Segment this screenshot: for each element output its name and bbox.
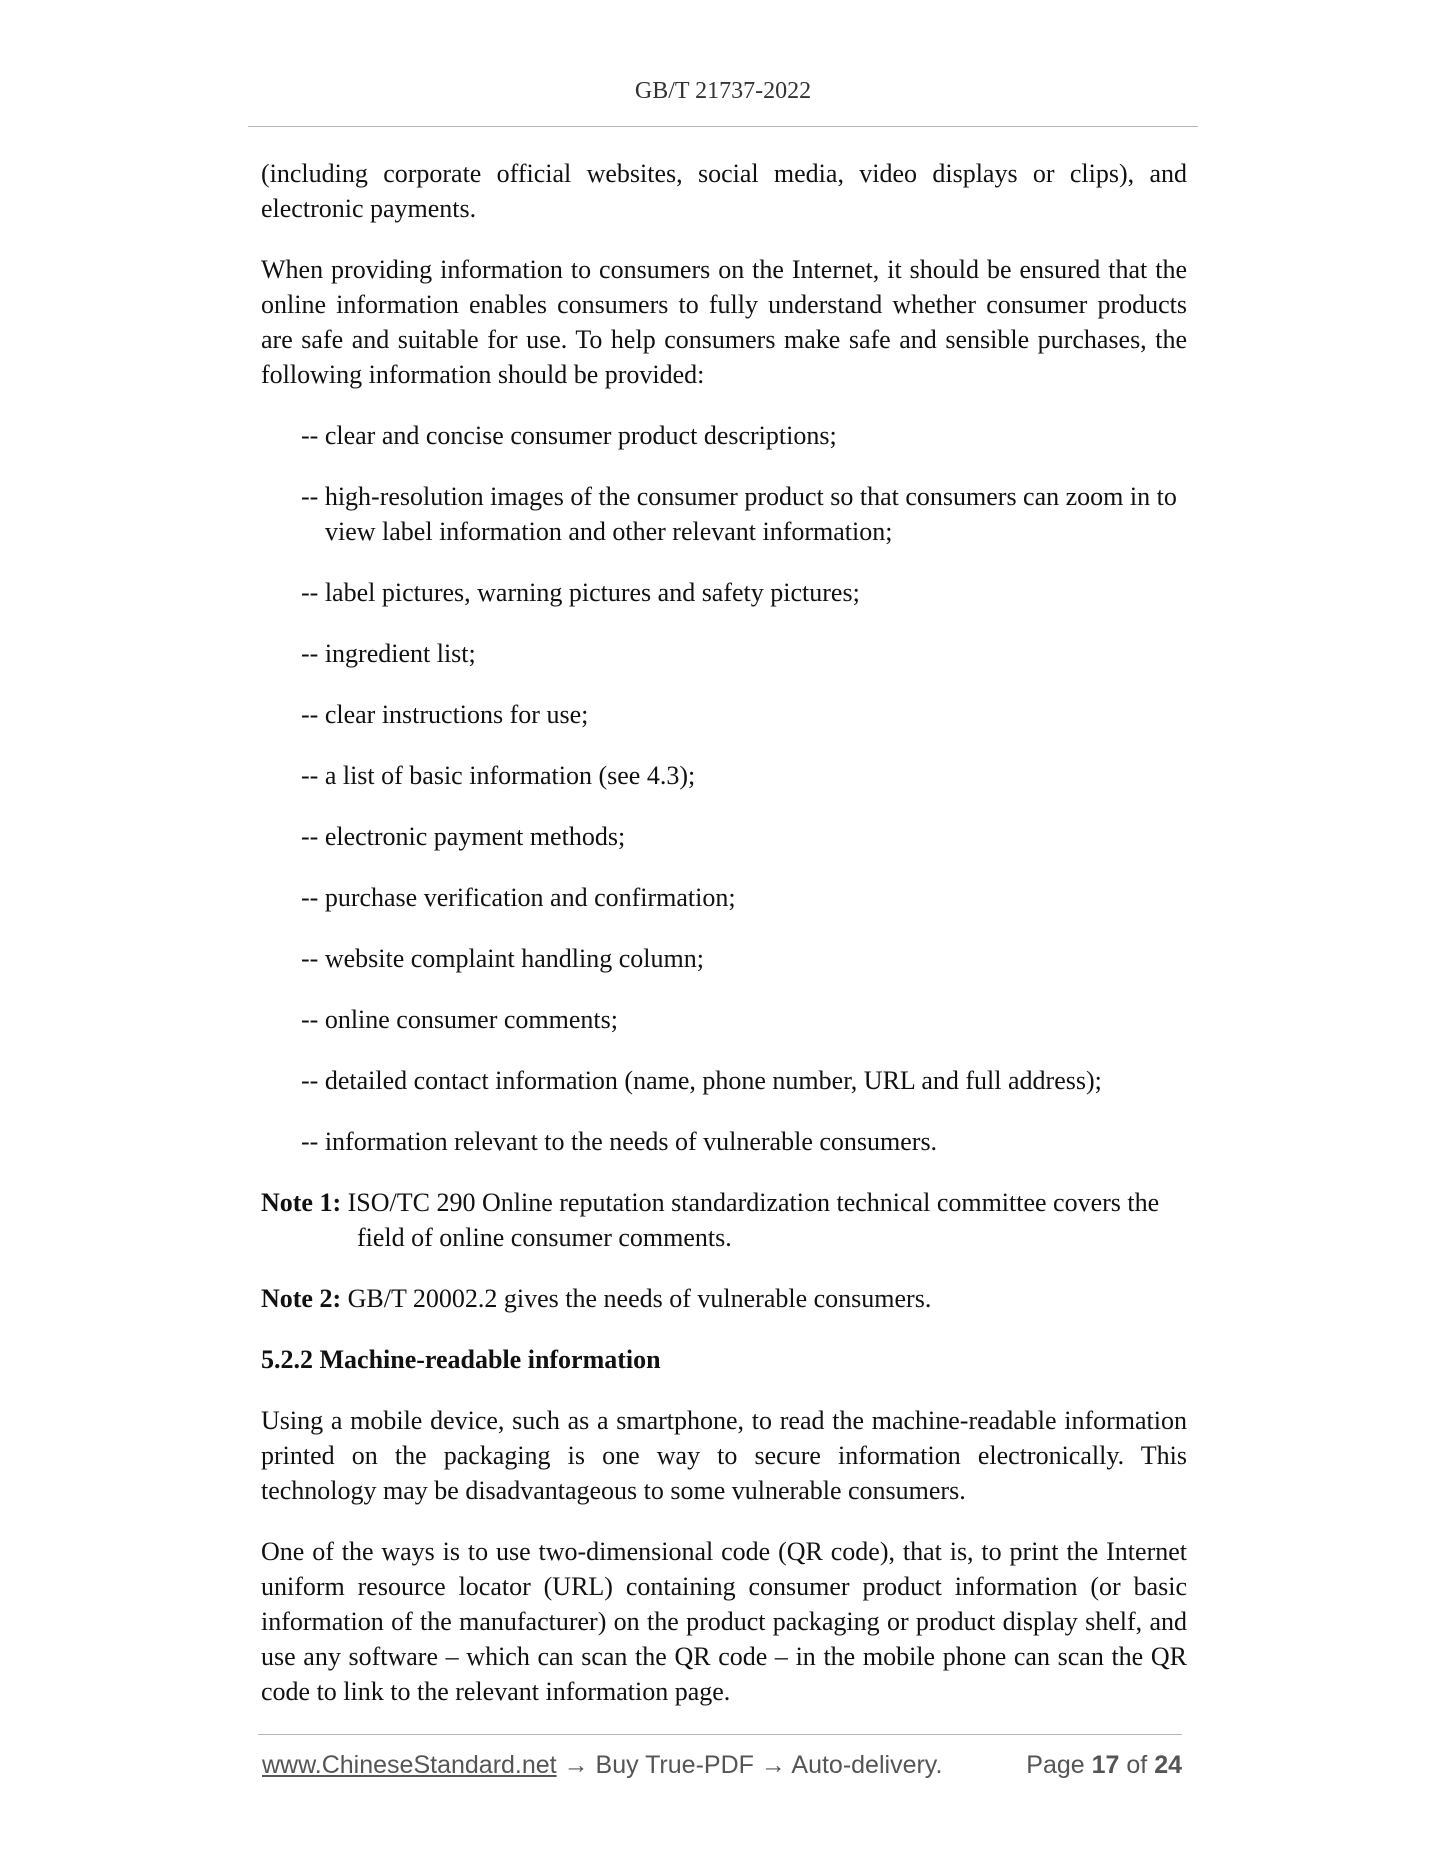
page-number <box>1026 1751 1182 1780</box>
footer-promo-text: → Buy True-PDF → Auto-delivery. <box>556 1751 943 1779</box>
information-list <box>261 418 1187 1159</box>
website-link[interactable]: www.ChineseStandard.net <box>262 1751 557 1779</box>
page-footer <box>262 1751 1182 1783</box>
note-2 <box>261 1281 1187 1316</box>
list-item: -- information relevant to the needs of vulnerable consumers. <box>301 1127 938 1156</box>
footer-divider <box>258 1734 1182 1735</box>
list-item: -- label pictures, warning pictures and safety pictures; <box>301 578 860 607</box>
list-item: -- ingredient list; <box>301 639 476 668</box>
list-item: -- purchase verification and confirmation; <box>301 883 736 912</box>
note-1 <box>261 1185 1187 1255</box>
list-item: -- clear and concise consumer product descriptions; <box>301 421 837 450</box>
page-of-label: of <box>1119 1751 1155 1779</box>
page-current: 17 <box>1091 1751 1120 1779</box>
paragraph-online-information: When providing information to consumers on the Internet, it should be ensured that the online information enables consumers to fully understand whether consumer products are safe and suitable for use. To help consumers make safe and sensible purchases, the following information should be provided: <box>261 255 1187 389</box>
header-divider <box>248 126 1198 127</box>
list-item: -- high-resolution images of the consumer product so that consumers can zoom in to view label information and other relevant information; <box>301 482 1177 546</box>
running-header: GB/T 21737-2022 <box>634 78 812 104</box>
section-heading: 5.2.2 Machine-readable information <box>261 1345 661 1374</box>
note-2-text: GB/T 20002.2 gives the needs of vulnerable consumers. <box>347 1284 932 1313</box>
page-total: 24 <box>1154 1751 1182 1779</box>
page-body <box>261 156 1187 1735</box>
page-label: Page <box>1026 1751 1092 1779</box>
note-2-label: Note 2: <box>261 1284 342 1313</box>
list-item: -- website complaint handling column; <box>301 944 704 973</box>
note-1-label: Note 1: <box>261 1188 342 1217</box>
note-1-text: ISO/TC 290 Online reputation standardization technical committee covers the field of online consumer comments. <box>347 1188 1160 1252</box>
paragraph-qr-code: One of the ways is to use two-dimensional code (QR code), that is, to print the Internet uniform resource locator (URL) containing consumer product information (or basic information of the manufacturer) on the product packaging or product display shelf, and use any software – which can scan the QR code – in the mobile phone can scan the QR code to link to the relevant information page. <box>261 1537 1187 1706</box>
list-item: -- clear instructions for use; <box>301 700 589 729</box>
paragraph-continuation: (including corporate official websites, social media, video displays or clips), and electronic payments. <box>261 159 1187 223</box>
list-item: -- electronic payment methods; <box>301 822 626 851</box>
paragraph-machine-readable: Using a mobile device, such as a smartphone, to read the machine-readable information printed on the packaging is one way to secure information electronically. This technology may be disadvantageous to some vulnerable consumers. <box>261 1406 1187 1505</box>
list-item: -- online consumer comments; <box>301 1005 618 1034</box>
list-item: -- a list of basic information (see 4.3); <box>301 761 696 790</box>
footer-promo <box>262 1751 942 1780</box>
list-item: -- detailed contact information (name, phone number, URL and full address); <box>301 1066 1102 1095</box>
